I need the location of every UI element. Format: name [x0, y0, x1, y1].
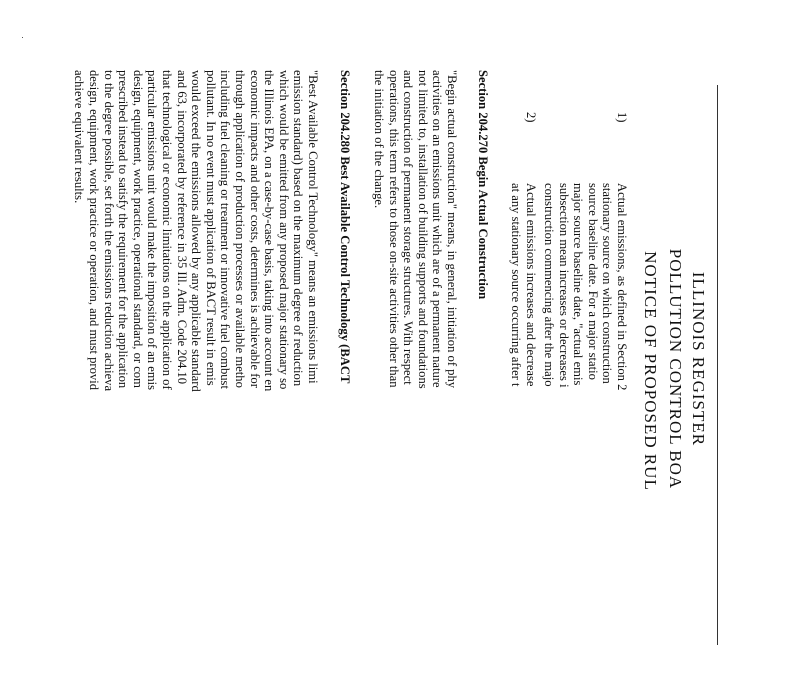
section-270-heading: Section 204.270 Begin Actual Construction — [476, 70, 490, 300]
item-2-text — [509, 183, 538, 387]
item-1-line: stationary source on which construction — [600, 183, 615, 384]
section-280-line: prescribed instead to satisfy the requirement for the application — [116, 70, 131, 389]
section-280-line: which would be emitted from any proposed major stationary so — [276, 70, 291, 390]
section-270-line: "Begin actual construction" means, in general, initiation of phy — [445, 70, 459, 389]
item-1-text — [541, 183, 629, 390]
section-270-line: not limited to, installation of building supports and foundations — [415, 70, 430, 389]
section-270-line: activities on an emissions unit which are of a permanent nature — [430, 70, 445, 388]
item-2-line: at any stationary source occurring after t — [509, 183, 524, 387]
item-1-line: subsection mean increases or decreases i — [556, 183, 571, 388]
section-280-line: pollutant. In no event must application of BACT result in emis — [203, 70, 218, 386]
item-2-number: 2) — [524, 112, 538, 123]
item-1-line: major source baseline date, "actual emis — [571, 183, 586, 386]
section-270-line: operations, this term refers to those on-site activities other than — [386, 70, 401, 388]
section-270-line: and construction of permanent storage structures. With respect — [401, 70, 416, 385]
notice-title: NOTICE OF PROPOSED RUL — [641, 251, 660, 491]
board-title: POLLUTION CONTROL BOA — [666, 248, 685, 490]
section-280-line: emission standard) based on the maximum degree of reduction — [291, 70, 306, 387]
section-280-line: and 63, incorporated by reference in 35 Ill. Adm. Code 204.10 — [174, 70, 189, 385]
section-280-line: the Illinois EPA, on a case-by-case basis, taking into account en — [262, 70, 277, 392]
register-title: ILLINOIS REGISTER — [689, 271, 708, 447]
header-rule — [717, 85, 718, 645]
section-280-line: would exceed the emissions allowed by any applicable standard — [189, 70, 204, 392]
section-280-line: achieve equivalent results. — [72, 70, 87, 204]
section-280-line: including fuel cleaning or treatment or innovative fuel combust — [218, 70, 233, 389]
section-280-line: design, equipment, work practice, operational standard, or com — [130, 70, 145, 388]
section-280-heading: Section 204.280 Best Available Control Technology (BACT — [338, 70, 352, 384]
section-280-line: to the degree possible, set forth the emissions reduction achieva — [101, 70, 116, 392]
section-280-line: design, equipment, work practice or operation, and must provid — [87, 70, 102, 391]
section-270-line: the initiation of the change. — [372, 70, 387, 209]
item-1-line: source baseline date. For a major statio — [585, 183, 600, 380]
section-270-text — [371, 70, 459, 389]
scan-speck — [22, 37, 23, 38]
section-280-line: "Best Available Control Technology" means an emissions limi — [306, 70, 320, 384]
section-280-line: that technological or economic limitations on the application of — [160, 70, 175, 390]
section-280-text — [72, 70, 320, 392]
item-2-line: Actual emissions increases and decrease — [524, 183, 538, 387]
item-1-number: 1) — [615, 112, 629, 123]
section-280-line: economic impacts and other costs, determines is achievable for — [247, 70, 262, 388]
item-1-line: Actual emissions, as defined in Section 2 — [615, 183, 629, 391]
section-280-line: particular emissions unit would make the imposition of an emis — [145, 70, 160, 391]
item-1-line: construction commencing after the majo — [542, 183, 557, 387]
section-280-line: through application of production processes or available metho — [233, 70, 248, 388]
